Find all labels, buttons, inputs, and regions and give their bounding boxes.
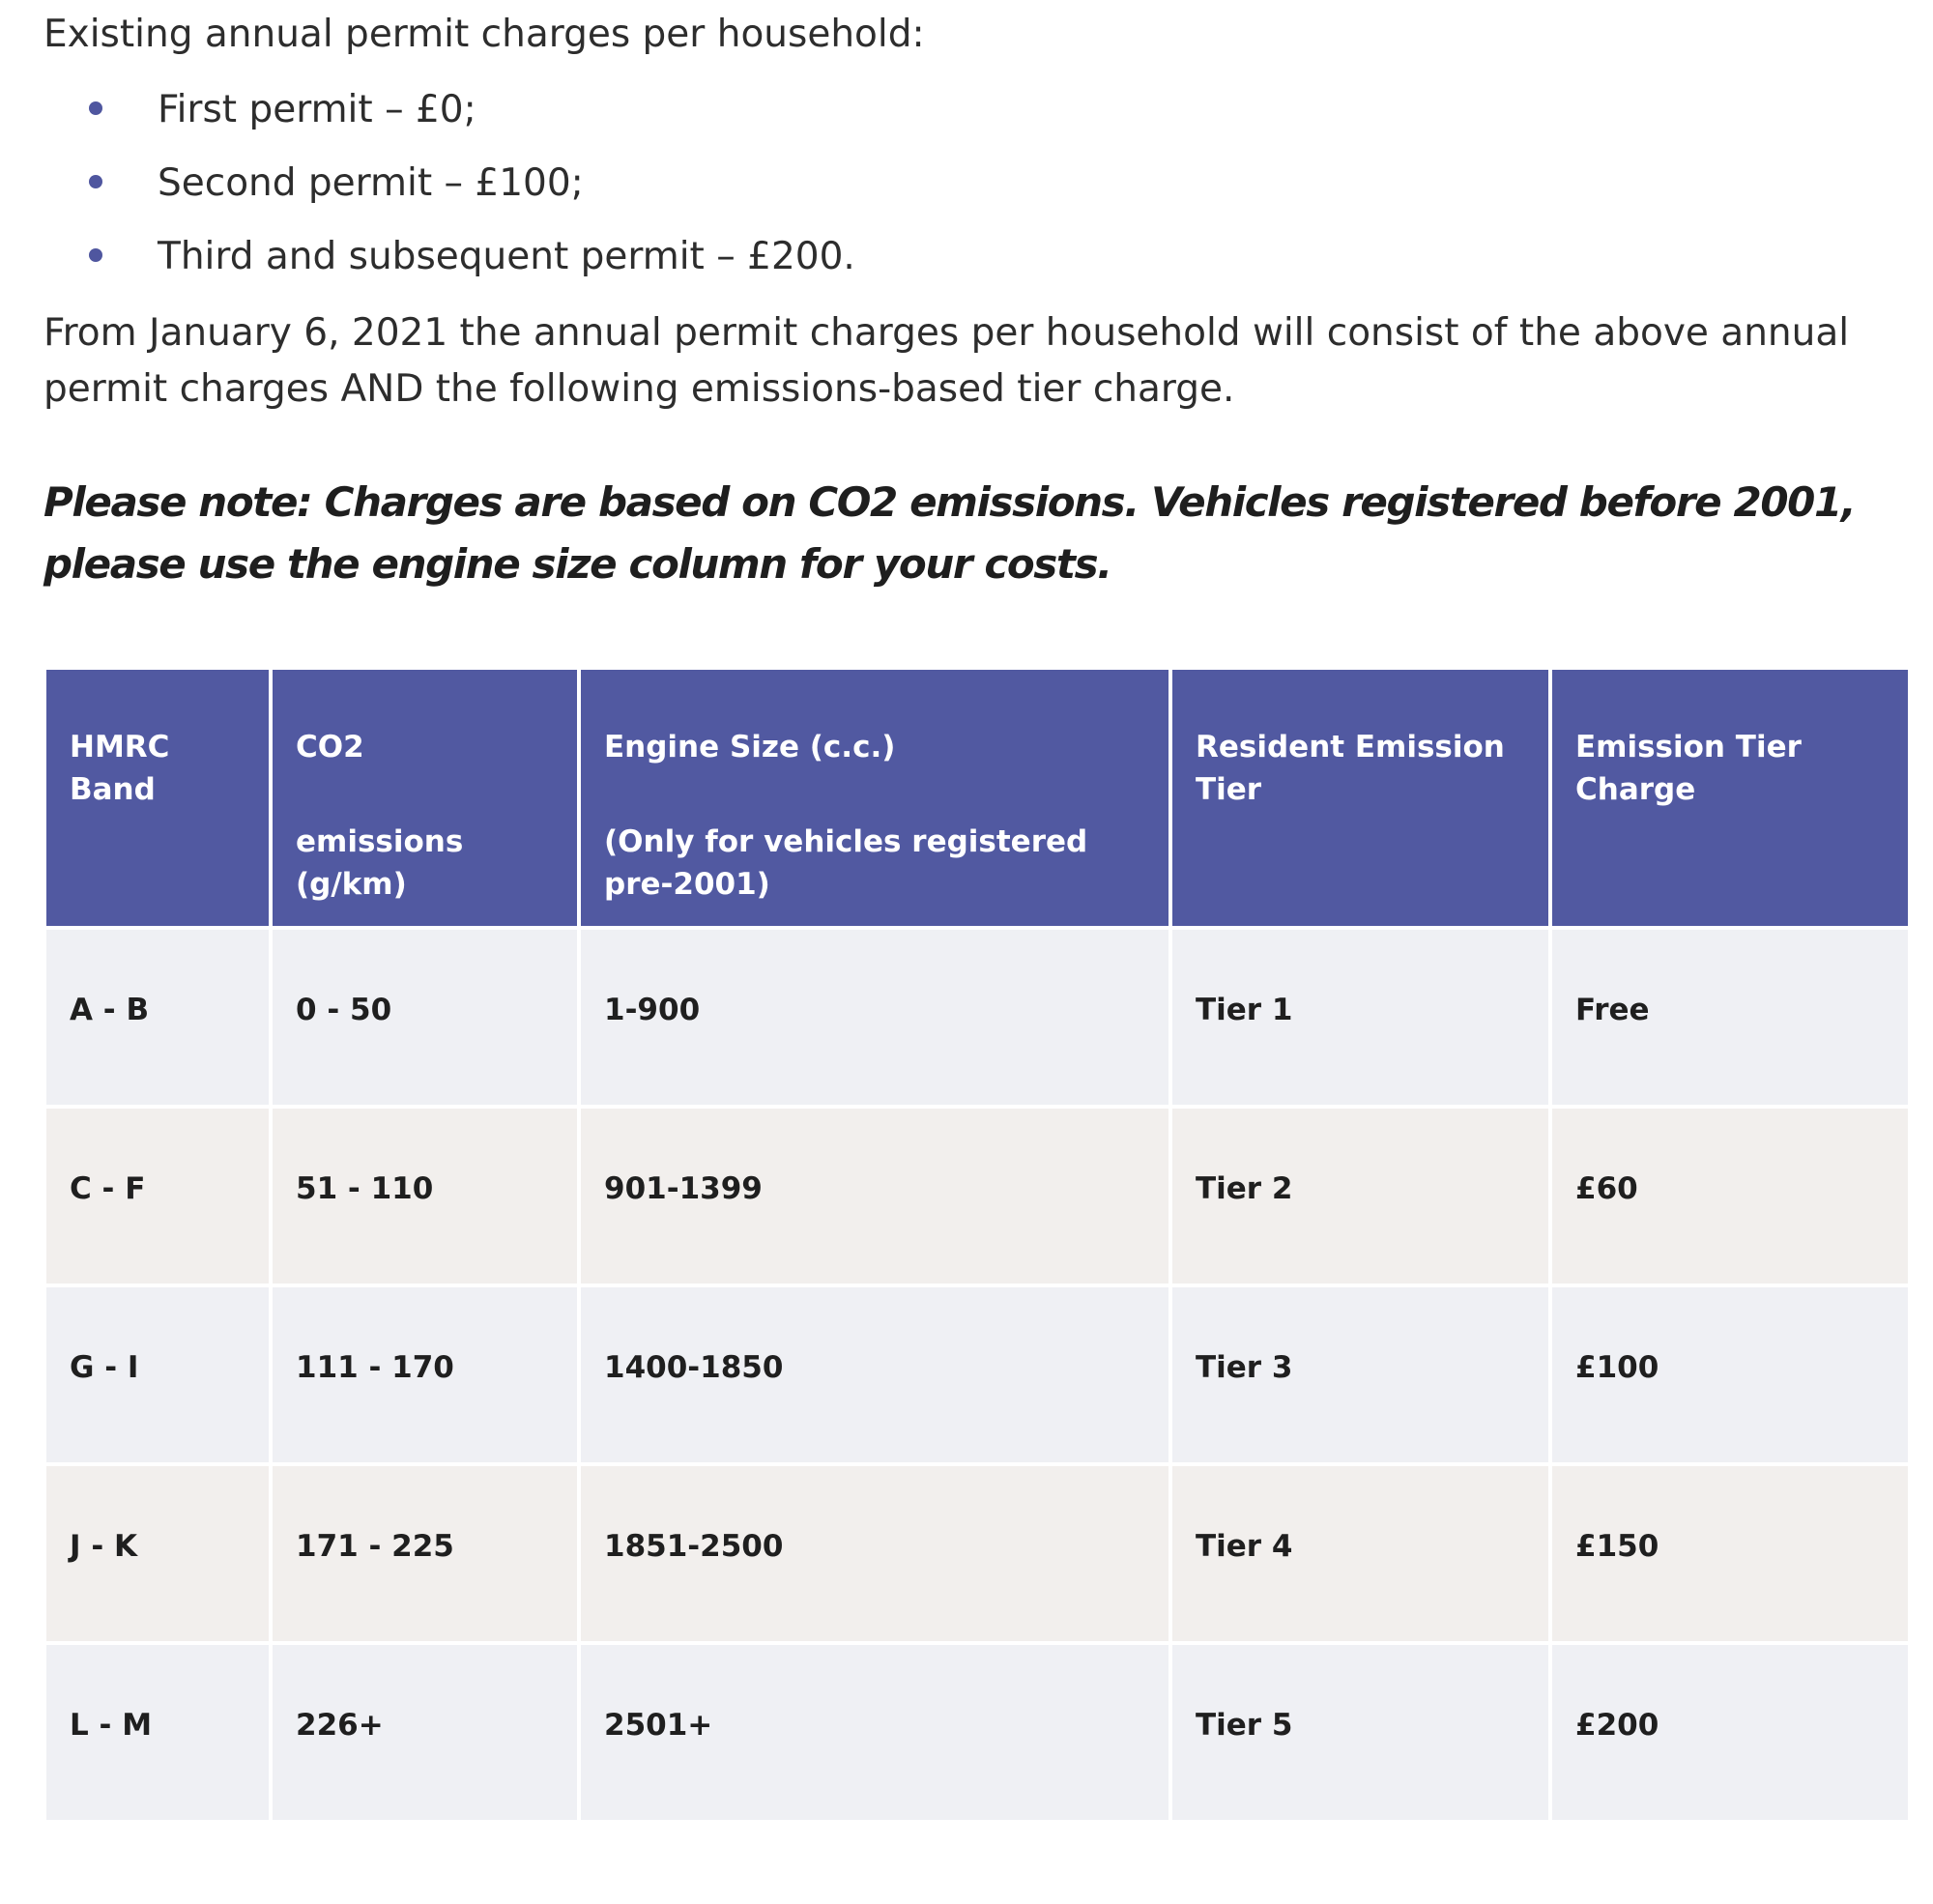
permit-list xyxy=(43,85,1894,282)
cell-band: G - I xyxy=(46,1287,269,1462)
table-row xyxy=(46,1109,1908,1284)
cell-co2: 51 - 110 xyxy=(273,1109,577,1284)
header-line: Engine Size (c.c.) xyxy=(604,730,896,764)
cell-tier: Tier 1 xyxy=(1172,930,1548,1105)
header-line: (Only for vehicles registered xyxy=(604,824,1088,859)
bullet-icon xyxy=(89,175,102,188)
cell-charge: £150 xyxy=(1552,1466,1908,1641)
list-item xyxy=(43,232,1894,282)
header-line: Charge xyxy=(1575,772,1696,807)
table-header-row xyxy=(46,670,1908,926)
header-line: Emission Tier xyxy=(1575,730,1802,764)
header-line: emissions xyxy=(296,824,464,859)
cell-co2: 171 - 225 xyxy=(273,1466,577,1641)
list-item xyxy=(43,159,1894,209)
emissions-note: Please note: Charges are based on CO2 emissions. Vehicles registered before 2001, please use the engine size column for your costs. xyxy=(43,478,1856,588)
table-row xyxy=(46,1466,1908,1641)
from-paragraph: From January 6, 2021 the annual permit charges per household will consist of the above annual permit charges AND the following emissions-based tier charge. xyxy=(43,311,1850,411)
intro-text: Existing annual permit charges per household: xyxy=(43,13,925,56)
table-row xyxy=(46,1287,1908,1462)
bullet-icon xyxy=(89,248,102,262)
header-line: pre-2001) xyxy=(604,867,770,902)
cell-tier: Tier 5 xyxy=(1172,1645,1548,1820)
cell-charge: £100 xyxy=(1552,1287,1908,1462)
header-line: (g/km) xyxy=(296,867,407,902)
header-line: Band xyxy=(70,772,156,807)
header-line: HMRC xyxy=(70,730,170,764)
header-co2-emissions xyxy=(273,670,577,926)
cell-band: L - M xyxy=(46,1645,269,1820)
header-line: CO2 xyxy=(296,730,364,764)
cell-band: A - B xyxy=(46,930,269,1105)
cell-engine: 1-900 xyxy=(581,930,1168,1105)
header-resident-emission-tier xyxy=(1172,670,1548,926)
table-row xyxy=(46,1645,1908,1820)
header-hmrc-band xyxy=(46,670,269,926)
header-line: Tier xyxy=(1196,772,1262,807)
cell-engine: 2501+ xyxy=(581,1645,1168,1820)
permit-text: Third and subsequent permit – £200. xyxy=(158,235,855,278)
cell-co2: 0 - 50 xyxy=(273,930,577,1105)
cell-band: C - F xyxy=(46,1109,269,1284)
list-item xyxy=(43,85,1894,135)
cell-tier: Tier 4 xyxy=(1172,1466,1548,1641)
cell-co2: 111 - 170 xyxy=(273,1287,577,1462)
cell-tier: Tier 3 xyxy=(1172,1287,1548,1462)
header-emission-tier-charge xyxy=(1552,670,1908,926)
cell-tier: Tier 2 xyxy=(1172,1109,1548,1284)
cell-engine: 901-1399 xyxy=(581,1109,1168,1284)
table-row xyxy=(46,930,1908,1105)
cell-charge: Free xyxy=(1552,930,1908,1105)
header-line: Resident Emission xyxy=(1196,730,1505,764)
bullet-icon xyxy=(89,101,102,115)
cell-charge: £60 xyxy=(1552,1109,1908,1284)
emission-tier-table xyxy=(43,666,1912,1824)
cell-charge: £200 xyxy=(1552,1645,1908,1820)
cell-engine: 1851-2500 xyxy=(581,1466,1168,1641)
cell-band: J - K xyxy=(46,1466,269,1641)
permit-text: Second permit – £100; xyxy=(158,161,584,205)
page-content xyxy=(43,0,1894,595)
cell-engine: 1400-1850 xyxy=(581,1287,1168,1462)
header-engine-size xyxy=(581,670,1168,926)
permit-text: First permit – £0; xyxy=(158,88,476,131)
cell-co2: 226+ xyxy=(273,1645,577,1820)
